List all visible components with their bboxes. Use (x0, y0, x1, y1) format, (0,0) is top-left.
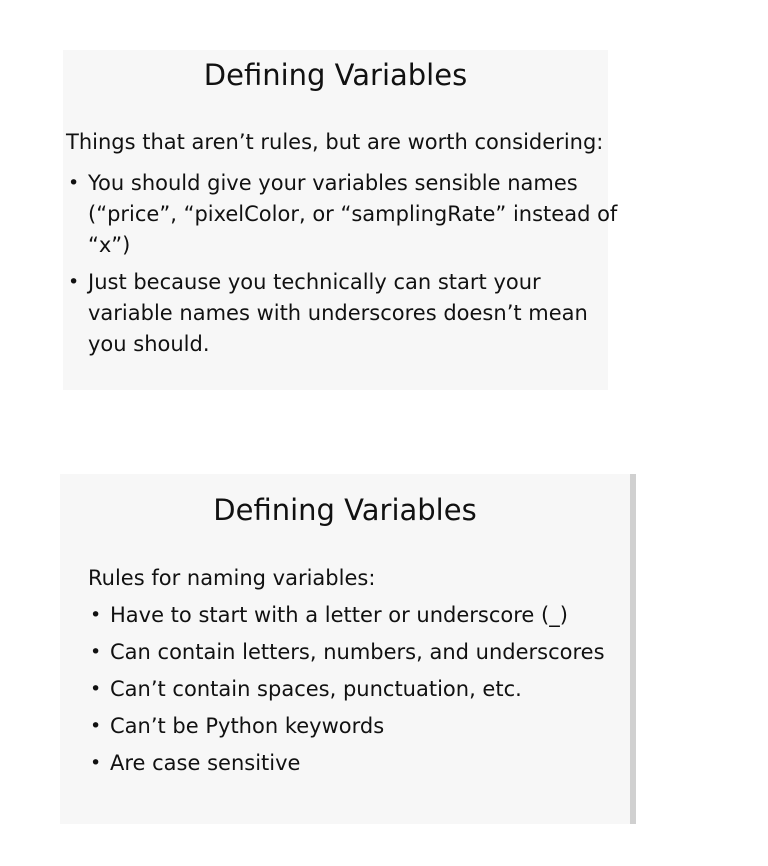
list-item (66, 267, 606, 360)
bullet-line: Have to start with a letter or underscore (_) (110, 603, 568, 627)
bullet-line: “x”) (88, 233, 131, 257)
list-item (88, 713, 628, 739)
bullet-line: Can’t contain spaces, punctuation, etc. (110, 677, 522, 701)
bullet-icon: • (68, 172, 80, 194)
list-item (66, 168, 618, 261)
bullet-line: Just because you technically can start your (88, 270, 541, 294)
bullet-list (66, 168, 618, 366)
list-item (88, 602, 628, 628)
bullet-icon: • (90, 752, 102, 774)
slide-title: Defining Variables (203, 58, 468, 92)
bullet-list (88, 602, 628, 787)
bullet-line: Can contain letters, numbers, and underscores (110, 640, 605, 664)
slide-rules (60, 474, 636, 824)
slide-intro: Rules for naming variables: (88, 566, 376, 590)
list-item (88, 639, 628, 665)
bullet-icon: • (90, 678, 102, 700)
slide-considerations (63, 50, 618, 390)
slide-title: Defining Variables (213, 493, 477, 527)
bullet-icon: • (90, 715, 102, 737)
bullet-line: You should give your variables sensible names (88, 171, 578, 195)
slide-intro: Things that aren’t rules, but are worth considering: (66, 130, 604, 154)
bullet-icon: • (90, 641, 102, 663)
bullet-icon: • (68, 271, 80, 293)
bullet-line: Can’t be Python keywords (110, 714, 385, 738)
bullet-icon: • (90, 604, 102, 626)
bullet-line: you should. (88, 332, 210, 356)
bullet-line: Are case sensitive (110, 751, 301, 775)
list-item (88, 676, 628, 702)
list-item (88, 750, 628, 776)
bullet-line: variable names with underscores doesn’t mean (88, 301, 588, 325)
bullet-line: (“price”, “pixelColor, or “samplingRate” instead of (88, 202, 618, 226)
